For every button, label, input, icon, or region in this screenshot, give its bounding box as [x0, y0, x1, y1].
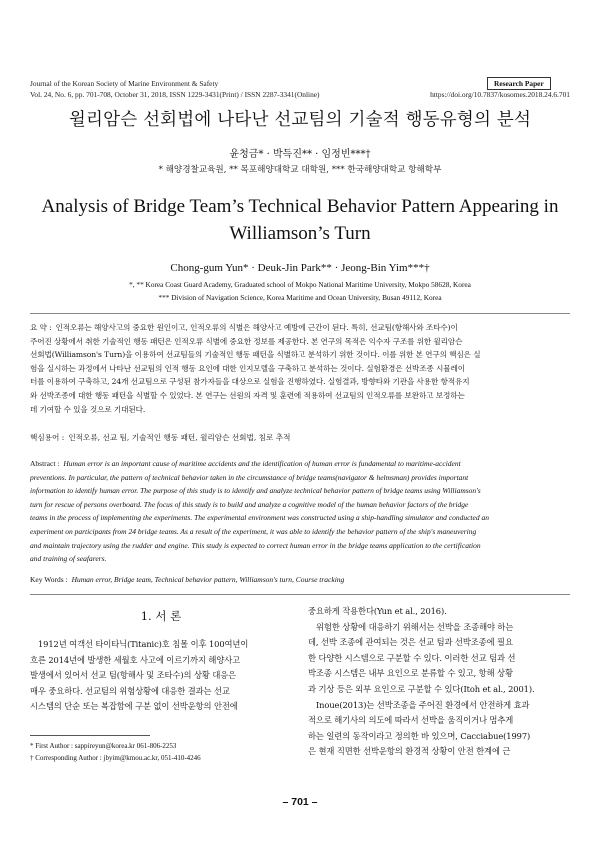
body-line: 박조종 시스템은 내부 요인으로 분류할 수 있고, 항해 상황 — [308, 668, 513, 679]
body-line: 과 기상 등은 외부 요인으로 구분할 수 있다(Itoh et al., 2001). — [308, 683, 535, 694]
title-korean: 윌리암슨 선회법에 나타난 선교팀의 기술적 행동유형의 분석 — [68, 110, 532, 130]
doi-link[interactable]: https://doi.org/10.7837/kosomes.2018.24.6.701 — [430, 90, 570, 99]
keywords-english-text: Human error, Bridge team, Technical behavior pattern, Williamson's turn, Course tracking — [71, 575, 345, 584]
abstract-english-line: Abstract : Human error is an important cause of maritime accidents and the identification of human error is fundamental to maritime-accident — [30, 459, 461, 468]
footnote-divider — [30, 735, 150, 736]
abstract-english — [30, 457, 570, 566]
abstract-korean-label: 요 약 : — [30, 323, 52, 332]
body-line: 흐른 2014년에 발생한 세월호 사고에 이르기까지 해양사고 — [30, 654, 241, 665]
body-line: 위험한 상황에 대응하기 위해서는 선박을 조종해야 하는 — [316, 621, 514, 632]
keywords-english — [30, 575, 570, 584]
body-line: 적으로 해기사의 의도에 따라서 선박을 움직이거나 멈추게 — [308, 715, 514, 726]
body-line: 발생에서 있어서 선교 팀(항해사 및 조타수)의 상황 대응은 — [30, 670, 237, 681]
abstract-korean-line: 와 선박조종에 대한 행동 패턴을 식별할 수 있었다. 본 연구는 선원의 자격 및 훈련에 적용하여 선교팀의 인적오류를 보완하고 보정하는 — [30, 390, 465, 400]
body-line: 은 현재 직면한 선박운항의 환경적 상황이 안전 한계에 근 — [308, 746, 511, 757]
abstract-korean-line: 요 약 : 인적오류는 해양사고의 중요한 원인이고, 인적오류의 식별은 해양사고 예방에 근간이 된다. 특히, 선교팀(항해사와 조타수)이 — [30, 323, 458, 332]
abstract-korean-line: 주어진 상황에서 취한 기술적인 행동 패턴은 인적오류 식별에 중요한 정보를 제공한다. 본 연구의 목적은 익수자 구조를 위한 윌리암슨 — [30, 336, 463, 346]
body-line: 매우 중요하다. 선교팀의 위험상황에 대응한 결과는 선교 — [30, 685, 230, 696]
affiliations-english-line2: *** Division of Navigation Science, Korea Maritime and Ocean University, Busan 49112, Korea — [158, 293, 442, 302]
divider — [30, 313, 570, 314]
body-line: 하는 일련의 동작이라고 정의한 바 있으며, Cacciabue(1997) — [308, 730, 531, 741]
article-type-badge: Research Paper — [487, 77, 551, 90]
body-left-column — [30, 637, 292, 715]
abstract-english-line: preventions. In particular, the pattern of technical behavior taken in the circumstance of bridge teams(navigator & helmsman) provides important — [30, 472, 469, 482]
keywords-korean-label: 핵심용어 : — [30, 433, 65, 442]
keywords-korean — [30, 432, 570, 443]
section-title: 1. 서 론 — [140, 609, 182, 623]
abstract-korean — [30, 321, 570, 416]
authors-korean: 윤청금* · 박득진** · 임정빈***† — [229, 149, 371, 160]
body-line: Inoue(2013)는 선박조종을 주어진 환경에서 안전하게 효과 — [316, 699, 530, 710]
journal-name: Journal of the Korean Society of Marine Environment & Safety — [30, 79, 219, 88]
keywords-korean-text: 인적오류, 선교 팀, 기술적인 행동 패턴, 윌리암슨 선회법, 침로 추적 — [68, 433, 291, 442]
abstract-korean-line: 터를 이용하여 구축하고, 24개 선교팀으로 구성된 참가자들을 대상으로 실험을 진행하였다. 실험결과, 방향타와 기관을 사용한 항적유지 — [30, 377, 470, 387]
footnote-corresponding: † Corresponding Author : jbyim@kmou.ac.kr, 051-410-4246 — [30, 754, 201, 762]
keywords-english-label: Key Words : — [30, 575, 68, 584]
divider — [30, 594, 570, 595]
abstract-english-line: and training of seafarers. — [30, 554, 107, 564]
abstract-english-label: Abstract : — [30, 459, 60, 468]
body-line: 중요하게 작용한다(Yun et al., 2016). — [308, 606, 447, 616]
footnote-first-author: * First Author : sappireyun@korea.kr 061-806-2253 — [30, 742, 177, 750]
abstract-korean-line: 데 기여할 수 있을 것으로 기대된다. — [30, 404, 146, 414]
title-english-line1: Analysis of Bridge Team’s Technical Behavior Pattern Appearing in — [41, 196, 559, 217]
body-right-column — [308, 604, 570, 760]
abstract-english-line: experiment on participants from 24 bridge teams. As a result of the experiment, it was able to identify the behavior pattern of the ship's maneuvering — [30, 526, 477, 536]
volume-info: Vol. 24, No. 6, pp. 701-708, October 31, 2018, ISSN 1229-3431(Print) / ISSN 2287-3341(Online) — [30, 90, 320, 99]
abstract-english-line: and maintain trajectory using the rudder and engine. This study is expected to correct human error in the bridge teams application to the certification — [30, 540, 481, 550]
body-line: 데, 선박 조종에 관여되는 것은 선교 팀과 선박조종에 필요 — [308, 637, 513, 648]
affiliations-korean: * 해양경찰교육원, ** 목포해양대학교 대학원, *** 한국해양대학교 항해학부 — [158, 165, 442, 175]
body-line: 시스템의 단순 또는 복잡함에 구분 없이 선박운항의 안전에 — [30, 701, 238, 712]
title-english-line2: Williamson’s Turn — [229, 223, 371, 244]
body-line: 한 다양한 시스템으로 구분할 수 있다. 이러한 선교 팀과 선 — [308, 652, 516, 663]
abstract-korean-line: 험을 실시하는 과정에서 나타난 선교팀의 인적 행동 요인에 대한 인지모델을 구축하고 분석하는 것이다. 실험환경은 선박조종 시뮬레이 — [30, 363, 465, 373]
body-line: 1912년 여객선 타이타닉(Titanic)호 침몰 이후 100여년이 — [38, 639, 249, 649]
authors-english: Chong-gum Yun* · Deuk-Jin Park** · Jeong-Bin Yim***† — [170, 262, 430, 274]
abstract-english-line: information to identify human error. The purpose of this study is to identify and analyze technical behavior pattern of bridge teams using Williamson's — [30, 486, 481, 496]
abstract-english-line: teams in the process of implementing the experiments. The experimental environment was constructed using a ship-handling simulator and conducted an — [30, 513, 489, 523]
abstract-korean-line: 선회법(Williamson's Turn)을 이용하여 선교팀들의 기술적인 행동 패턴을 식별하고 분석하기 위한 것이다. 이를 위한 본 연구의 핵심은 실 — [30, 350, 481, 360]
page-number: – 701 – — [282, 796, 318, 808]
affiliations-english-line1: *, ** Korea Coast Guard Academy, Graduated school of Mokpo National Maritime University, Mokpo 58628, Korea — [129, 280, 471, 289]
abstract-english-line: turn for rescue of persons overboard. The focus of this study is to build and analyze a cognitive model of the human behavior factors of the bridge — [30, 499, 469, 509]
